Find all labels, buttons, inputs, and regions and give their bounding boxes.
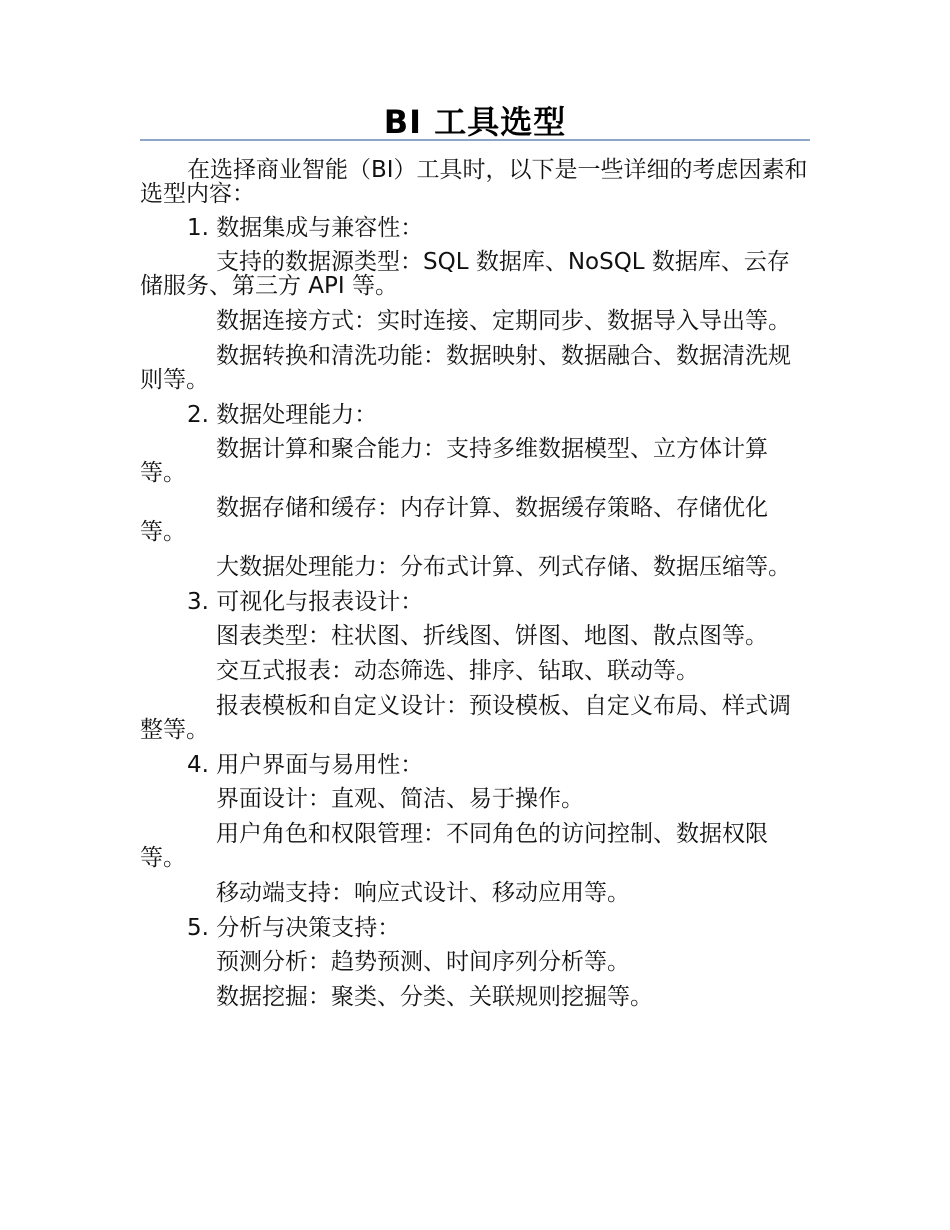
section-heading: 1. 数据集成与兼容性： bbox=[187, 215, 424, 241]
list-item: 大数据处理能力：分布式计算、列式存储、数据压缩等。 bbox=[216, 554, 791, 580]
list-item: 数据计算和聚合能力：支持多维数据模型、立方体计算等。 bbox=[140, 436, 768, 486]
list-item: 图表类型：柱状图、折线图、饼图、地图、散点图等。 bbox=[216, 623, 768, 649]
list-item: 支持的数据源类型：SQL 数据库、NoSQL 数据库、云存储服务、第三方 API 等。 bbox=[140, 249, 790, 299]
title-underline bbox=[140, 139, 810, 141]
list-item: 移动端支持：响应式设计、移动应用等。 bbox=[216, 880, 630, 906]
section-heading: 3. 可视化与报表设计： bbox=[187, 589, 424, 615]
list-item: 数据连接方式：实时连接、定期同步、数据导入导出等。 bbox=[216, 308, 791, 334]
list-item: 数据存储和缓存：内存计算、数据缓存策略、存储优化等。 bbox=[140, 495, 768, 545]
list-item: 交互式报表：动态筛选、排序、钻取、联动等。 bbox=[216, 658, 699, 684]
list-item: 预测分析：趋势预测、时间序列分析等。 bbox=[216, 949, 630, 975]
section-data-processing bbox=[140, 403, 810, 579]
intro-paragraph: 在选择商业智能（BI）工具时，以下是一些详细的考虑因素和选型内容： bbox=[140, 157, 808, 207]
section-analysis bbox=[140, 916, 810, 1009]
list-item: 报表模板和自定义设计：预设模板、自定义布局、样式调整等。 bbox=[140, 693, 791, 743]
section-heading: 2. 数据处理能力： bbox=[187, 402, 378, 428]
section-heading: 5. 分析与决策支持： bbox=[187, 915, 401, 941]
document-body bbox=[140, 158, 810, 1020]
list-item: 数据挖掘：聚类、分类、关联规则挖掘等。 bbox=[216, 984, 653, 1010]
section-heading: 4. 用户界面与易用性： bbox=[187, 752, 424, 778]
section-data-integration bbox=[140, 216, 810, 392]
list-item: 界面设计：直观、简洁、易于操作。 bbox=[216, 786, 584, 812]
document-title: BI 工具选型 bbox=[383, 103, 567, 141]
list-item: 数据转换和清洗功能：数据映射、数据融合、数据清洗规则等。 bbox=[140, 343, 791, 393]
section-visualization bbox=[140, 590, 810, 742]
list-item: 用户角色和权限管理：不同角色的访问控制、数据权限等。 bbox=[140, 821, 768, 871]
section-usability bbox=[140, 753, 810, 905]
